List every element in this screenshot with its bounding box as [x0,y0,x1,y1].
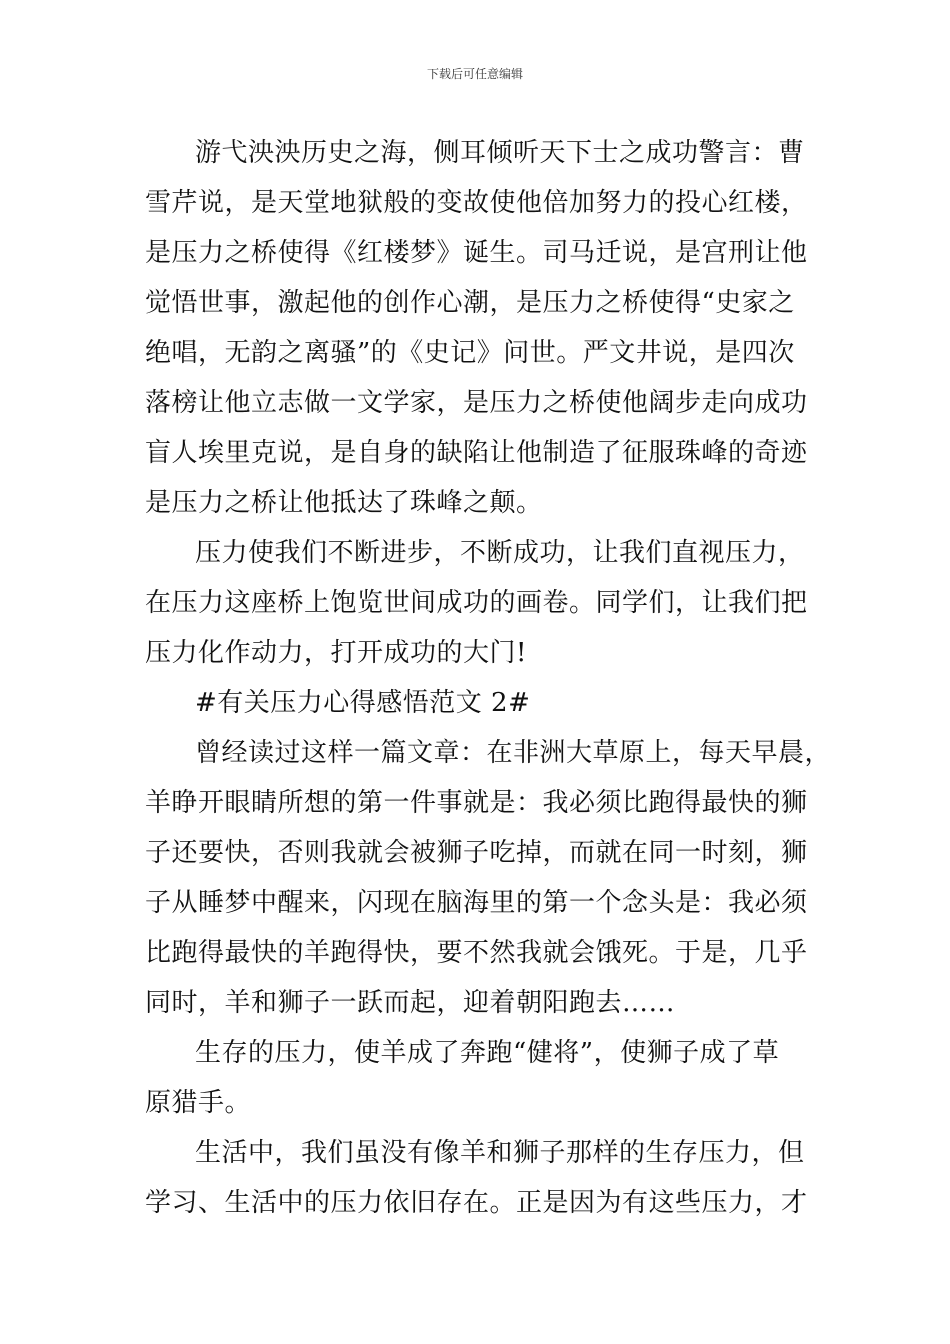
paragraph-line: 比跑得最快的羊跑得快，要不然我就会饿死。于是，几乎 [145,938,808,968]
paragraph-line: 绝唱，无韵之离骚”的《史记》问世。严文井说，是四次 [145,338,795,368]
page-header: 下载后可任意编辑 [426,67,523,81]
paragraph-line: 游弋泱泱历史之海，侧耳倾听天下士之成功警言：曹 [195,138,805,168]
paragraph-line: 同时，羊和狮子一跃而起，迎着朝阳跑去…… [145,988,676,1018]
paragraph-line: 压力使我们不断进步，不断成功，让我们直视压力， [195,538,805,568]
paragraph-line: 觉悟世事，激起他的创作心潮，是压力之桥使得“史家之 [145,288,795,318]
paragraph-line: 原猎手。 [145,1088,252,1118]
paragraph-line: 压力化作动力，打开成功的大门! [145,638,527,668]
paragraph-line: 生存的压力，使羊成了奔跑“健将”，使狮子成了草 [195,1038,780,1068]
paragraph-line: 曾经读过这样一篇文章：在非洲大草原上，每天早晨， [195,738,832,768]
paragraph-line: 子还要快，否则我就会被狮子吃掉，而就在同一时刻，狮 [145,838,808,868]
paragraph-line: 子从睡梦中醒来，闪现在脑海里的第一个念头是：我必须 [145,888,808,918]
paragraph-line: 生活中，我们虽没有像羊和狮子那样的生存压力，但 [195,1138,805,1168]
paragraph-line: 落榜让他立志做一文学家，是压力之桥使他阔步走向成功 [145,388,808,418]
section-heading: #有关压力心得感悟范文 2# [195,688,531,718]
paragraph-line: 雪芹说，是天堂地狱般的变故使他倍加努力的投心红楼， [145,188,808,218]
paragraph-line: 羊睁开眼睛所想的第一件事就是：我必须比跑得最快的狮 [145,788,808,818]
paragraph-line: 学习、生活中的压力依旧存在。正是因为有这些压力，才 [145,1188,808,1218]
paragraph-line: 是压力之桥使得《红楼梦》诞生。司马迁说，是宫刑让他 [145,238,808,268]
paragraph-line: 盲人埃里克说，是自身的缺陷让他制造了征服珠峰的奇迹 [145,438,808,468]
paragraph-line: 是压力之桥让他抵达了珠峰之颠。 [145,488,543,518]
document-body [145,128,832,1228]
paragraph-line: 在压力这座桥上饱览世间成功的画卷。同学们，让我们把 [145,588,808,618]
